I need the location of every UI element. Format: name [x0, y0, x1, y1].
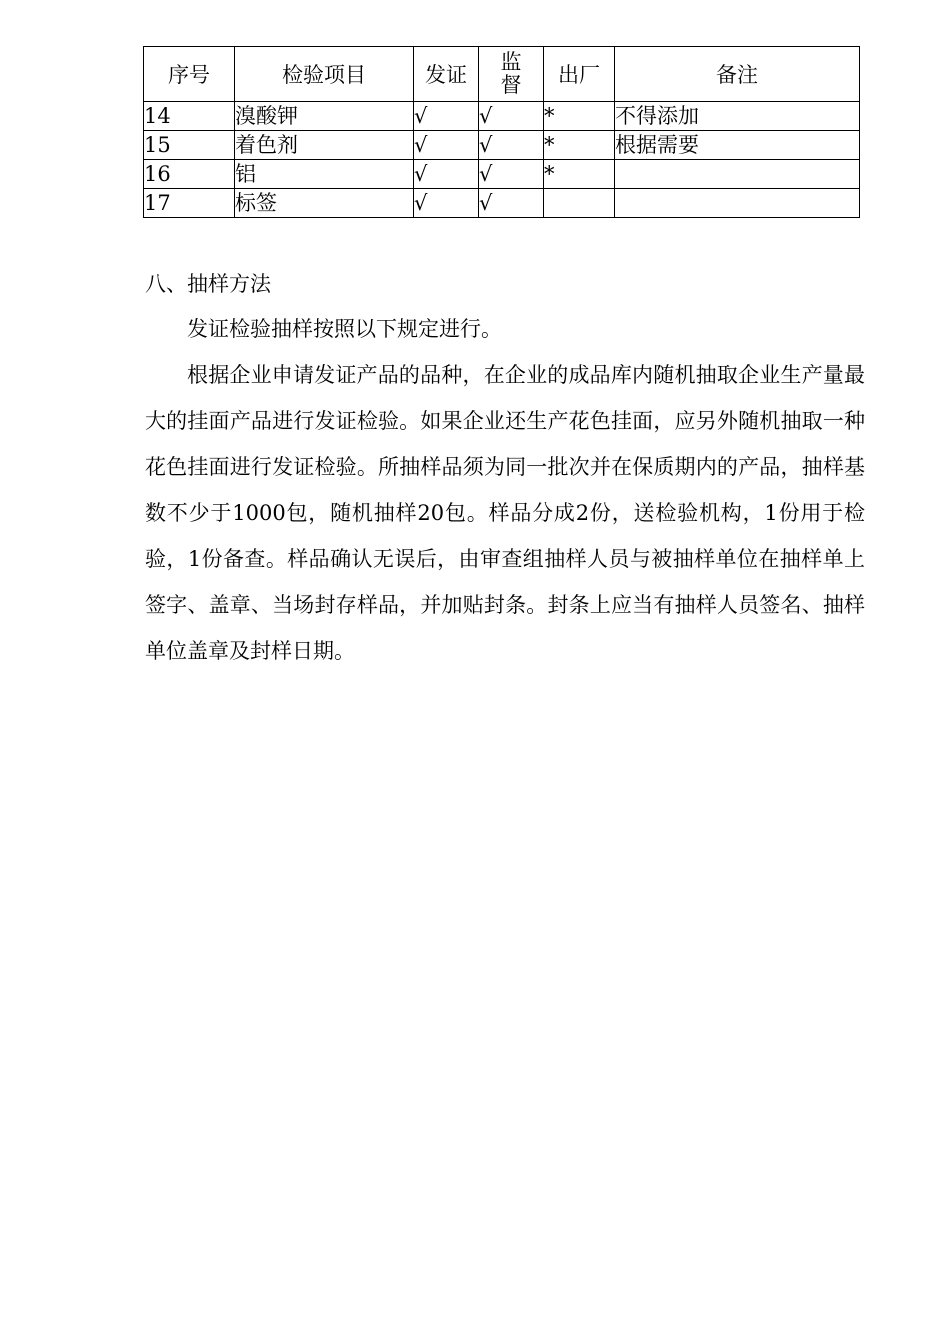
header-inspection-item: 检验项目: [235, 47, 414, 102]
cell-supervision-check: √: [479, 189, 544, 218]
table-row: [144, 160, 860, 189]
section-body-paragraph: 根据企业申请发证产品的品种，在企业的成品库内随机抽取企业生产量最大的挂面产品进行发证检验。如果企业还生产花色挂面，应另外随机抽取一种花色挂面进行发证检验。所抽样品须为同一批次并在保质期内的产品，抽样基数不少于1000包，随机抽样20包。样品分成2份，送检验机构，1份用于检验，1份备查。样品确认无误后，由审查组抽样人员与被抽样单位在抽样单上签字、盖章、当场封存样品，并加贴封条。封条上应当有抽样人员签名、抽样单位盖章及封样日期。: [145, 363, 865, 663]
cell-certification-check: √: [414, 189, 479, 218]
cell-factory-mark: *: [544, 102, 615, 131]
cell-inspection-item: 标签: [235, 189, 414, 218]
sampling-method-section: [145, 262, 865, 674]
section-heading: 八、抽样方法: [145, 272, 271, 296]
cell-factory-mark: *: [544, 131, 615, 160]
table-row: [144, 131, 860, 160]
header-remarks: 备注: [615, 47, 860, 102]
cell-serial-number: 17: [144, 189, 235, 218]
cell-remarks: 不得添加: [615, 102, 860, 131]
header-serial-number: 序号: [144, 47, 235, 102]
section-intro-paragraph: 发证检验抽样按照以下规定进行。: [187, 317, 502, 341]
cell-serial-number: 14: [144, 102, 235, 131]
cell-serial-number: 16: [144, 160, 235, 189]
table-row: [144, 102, 860, 131]
table-row: [144, 189, 860, 218]
cell-supervision-check: √: [479, 131, 544, 160]
header-certification: 发证: [414, 47, 479, 102]
cell-remarks: [615, 160, 860, 189]
header-supervision-label: 监督: [500, 50, 522, 97]
cell-supervision-check: √: [479, 160, 544, 189]
cell-supervision-check: √: [479, 102, 544, 131]
cell-certification-check: √: [414, 131, 479, 160]
cell-serial-number: 15: [144, 131, 235, 160]
cell-factory-mark: [544, 189, 615, 218]
table-header-row: [144, 47, 860, 102]
inspection-items-table: [143, 46, 860, 218]
cell-remarks: 根据需要: [615, 131, 860, 160]
cell-remarks: [615, 189, 860, 218]
header-factory: 出厂: [544, 47, 615, 102]
cell-certification-check: √: [414, 160, 479, 189]
cell-inspection-item: 着色剂: [235, 131, 414, 160]
cell-inspection-item: 铝: [235, 160, 414, 189]
header-supervision: [479, 47, 544, 102]
cell-inspection-item: 溴酸钾: [235, 102, 414, 131]
cell-factory-mark: *: [544, 160, 615, 189]
cell-certification-check: √: [414, 102, 479, 131]
